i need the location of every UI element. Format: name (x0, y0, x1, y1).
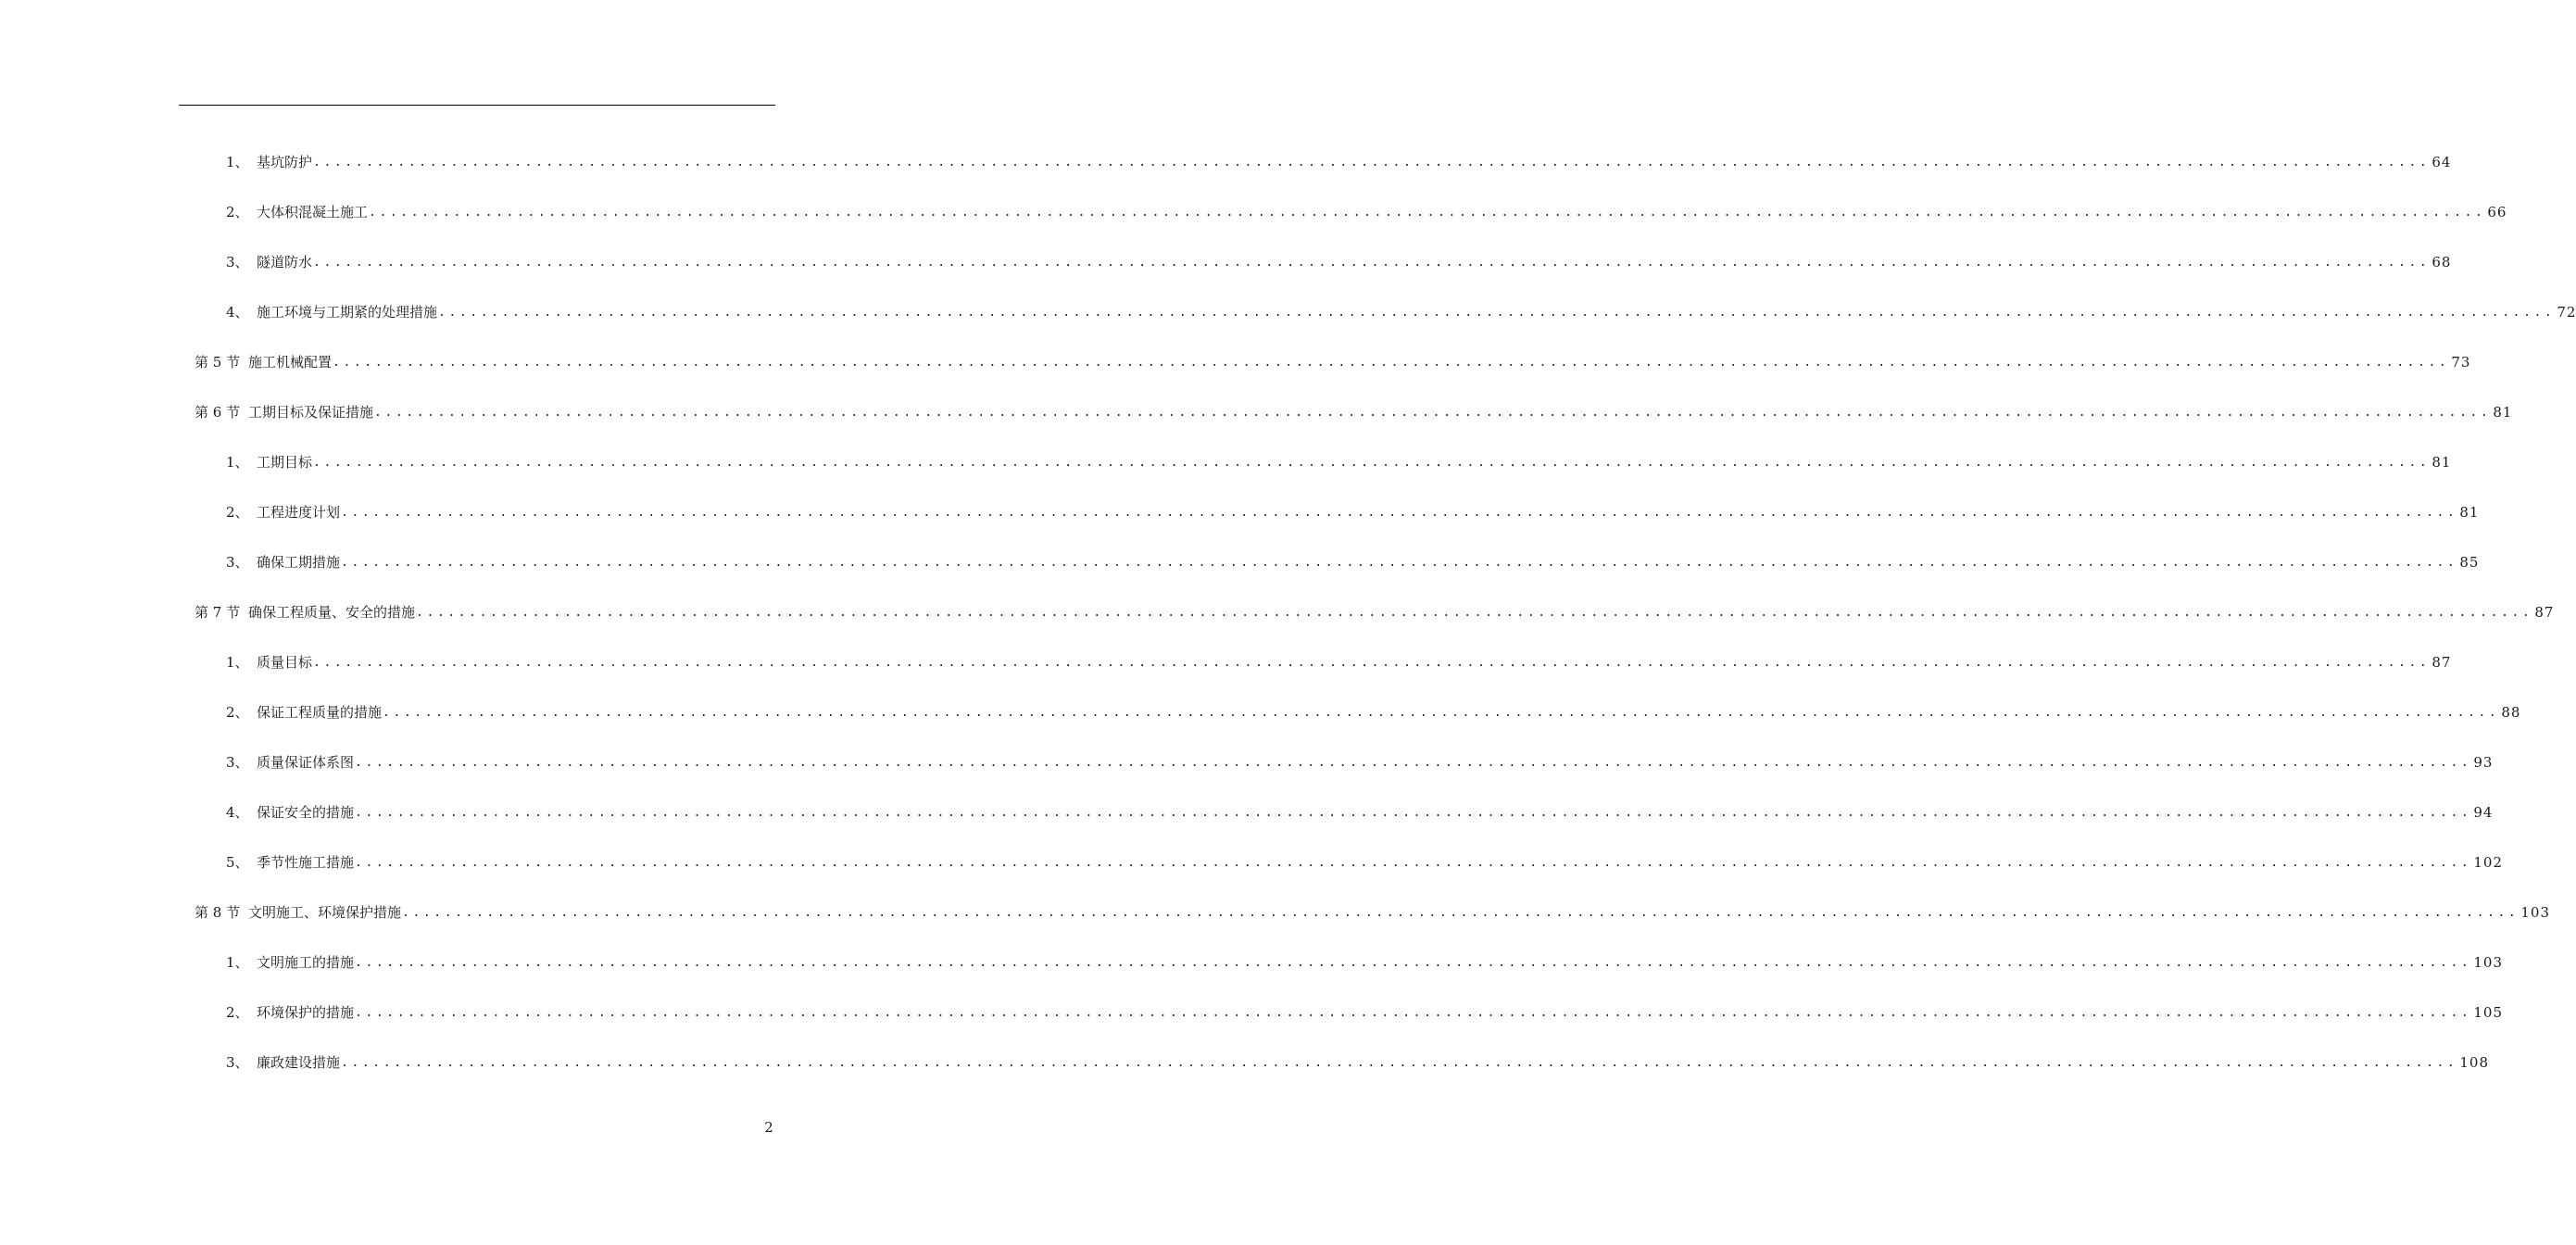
toc-entry-number: 1、 (226, 154, 249, 170)
toc-entry-title: 大体积混凝土施工 (257, 204, 369, 220)
toc-entry-page: 103 (2473, 954, 2503, 971)
toc-entry-page: 64 (2431, 154, 2452, 170)
toc-entry-number: 第 7 节 (195, 604, 241, 621)
toc-dot-leader: ........................................................................................................................................................................................................ (313, 656, 2431, 670)
toc-entry-page: 68 (2431, 254, 2452, 270)
toc-entry-title: 施工环境与工期紧的处理措施 (257, 304, 438, 321)
toc-dot-leader: ........................................................................................................................................................................................................ (369, 206, 2486, 220)
toc-entry-title: 保证安全的措施 (257, 804, 355, 821)
toc-dot-leader: ........................................................................................................................................................................................................ (374, 406, 2492, 420)
toc-dot-leader: ........................................................................................................................................................................................................ (333, 356, 2450, 370)
toc-entry-title: 文明施工的措施 (257, 954, 355, 971)
toc-dot-leader: ........................................................................................................................................................................................................ (313, 456, 2431, 470)
toc-entry-title: 廉政建设措施 (257, 1054, 341, 1071)
toc-entry-page: 94 (2473, 804, 2494, 821)
toc-entry-page: 85 (2459, 554, 2480, 571)
toc-entry-number: 2、 (226, 1004, 249, 1021)
toc-entry-title: 环境保护的措施 (257, 1004, 355, 1021)
toc-entry-page: 81 (2431, 454, 2452, 471)
toc-dot-leader: ........................................................................................................................................................................................................ (383, 706, 2500, 720)
toc-entry-number: 5、 (226, 854, 249, 871)
toc-entry[interactable] (226, 501, 2480, 522)
toc-entry[interactable] (226, 701, 2521, 722)
toc-entry-number: 3、 (226, 254, 249, 270)
toc-entry[interactable] (195, 601, 2555, 622)
toc-entry-number: 4、 (226, 304, 249, 321)
toc-entry-number: 3、 (226, 554, 249, 571)
toc-entry-title: 保证工程质量的措施 (257, 704, 383, 721)
toc-entry[interactable] (226, 851, 2503, 872)
toc-entry-number: 2、 (226, 704, 249, 721)
toc-entry-number: 1、 (226, 454, 249, 471)
toc-entry-number: 第 6 节 (195, 404, 241, 421)
toc-entry-title: 施工机械配置 (248, 354, 333, 371)
toc-entry[interactable] (226, 551, 2480, 572)
toc-entry-title: 质量目标 (257, 654, 313, 671)
toc-entry[interactable] (226, 651, 2452, 672)
toc-entry-title: 基坑防护 (257, 154, 313, 170)
toc-entry-page: 72 (2557, 304, 2576, 321)
toc-entry-title: 文明施工、环境保护措施 (248, 904, 402, 921)
toc-entry[interactable] (226, 801, 2494, 822)
toc-entry[interactable] (195, 901, 2550, 922)
toc-dot-leader: ........................................................................................................................................................................................................ (341, 556, 2458, 570)
toc-dot-leader: ........................................................................................................................................................................................................ (355, 956, 2472, 970)
toc-dot-leader: ........................................................................................................................................................................................................ (355, 806, 2472, 820)
toc-entry-title: 工期目标 (257, 454, 313, 471)
toc-entry-page: 81 (2493, 404, 2513, 421)
toc-entry-title: 质量保证体系图 (257, 754, 355, 771)
toc-entry-page: 105 (2473, 1004, 2503, 1021)
toc-entry[interactable] (226, 201, 2507, 221)
page-number: 2 (764, 1119, 773, 1136)
toc-entry[interactable] (195, 351, 2471, 371)
toc-entry[interactable] (226, 151, 2452, 171)
toc-entry-page: 87 (2534, 604, 2555, 621)
header-rule (179, 105, 775, 106)
toc-dot-leader: ........................................................................................................................................................................................................ (313, 256, 2431, 270)
toc-entry-number: 3、 (226, 1054, 249, 1071)
toc-dot-leader: ........................................................................................................................................................................................................ (341, 1056, 2458, 1070)
toc-entry-number: 1、 (226, 954, 249, 971)
toc-entry[interactable] (195, 401, 2513, 421)
toc-entry-number: 2、 (226, 504, 249, 521)
toc-entry-number: 3、 (226, 754, 249, 771)
toc-entry-title: 确保工期措施 (257, 554, 341, 571)
toc-entry-title: 确保工程质量、安全的措施 (248, 604, 416, 621)
toc-entry[interactable] (226, 951, 2503, 972)
toc-entry-page: 87 (2431, 654, 2452, 671)
toc-entry-number: 第 5 节 (195, 354, 241, 371)
toc-entry[interactable] (226, 751, 2494, 772)
toc-entry-page: 73 (2451, 354, 2471, 371)
toc-entry-page: 81 (2459, 504, 2480, 521)
toc-entry-title: 工程进度计划 (257, 504, 341, 521)
toc-entry[interactable] (226, 1001, 2503, 1022)
toc-entry-title: 工期目标及保证措施 (248, 404, 374, 421)
toc-entry-number: 2、 (226, 204, 249, 220)
toc-dot-leader: ........................................................................................................................................................................................................ (416, 606, 2533, 620)
toc-entry-number: 1、 (226, 654, 249, 671)
toc-dot-leader: ........................................................................................................................................................................................................ (402, 906, 2519, 920)
toc-entry-page: 66 (2487, 204, 2507, 220)
toc-entry[interactable] (226, 301, 2576, 321)
toc-entry[interactable] (226, 451, 2452, 472)
toc-entry-number: 4、 (226, 804, 249, 821)
toc-dot-leader: ........................................................................................................................................................................................................ (438, 306, 2556, 320)
toc-entry-page: 102 (2473, 854, 2503, 871)
toc-entry-page: 108 (2459, 1054, 2489, 1071)
toc-entry-number: 第 8 节 (195, 904, 241, 921)
toc-entry-page: 103 (2520, 904, 2550, 921)
toc-entry-page: 88 (2501, 704, 2521, 721)
toc-entry-title: 隧道防水 (257, 254, 313, 270)
toc-dot-leader: ........................................................................................................................................................................................................ (355, 856, 2472, 870)
toc-entry-page: 93 (2473, 754, 2494, 771)
toc-entry[interactable] (226, 251, 2452, 271)
toc-dot-leader: ........................................................................................................................................................................................................ (355, 1006, 2472, 1020)
toc-entry[interactable] (226, 1051, 2489, 1072)
toc-entry-title: 季节性施工措施 (257, 854, 355, 871)
toc-dot-leader: ........................................................................................................................................................................................................ (341, 506, 2458, 520)
toc-dot-leader: ........................................................................................................................................................................................................ (355, 756, 2472, 770)
toc-dot-leader: ........................................................................................................................................................................................................ (313, 156, 2431, 170)
